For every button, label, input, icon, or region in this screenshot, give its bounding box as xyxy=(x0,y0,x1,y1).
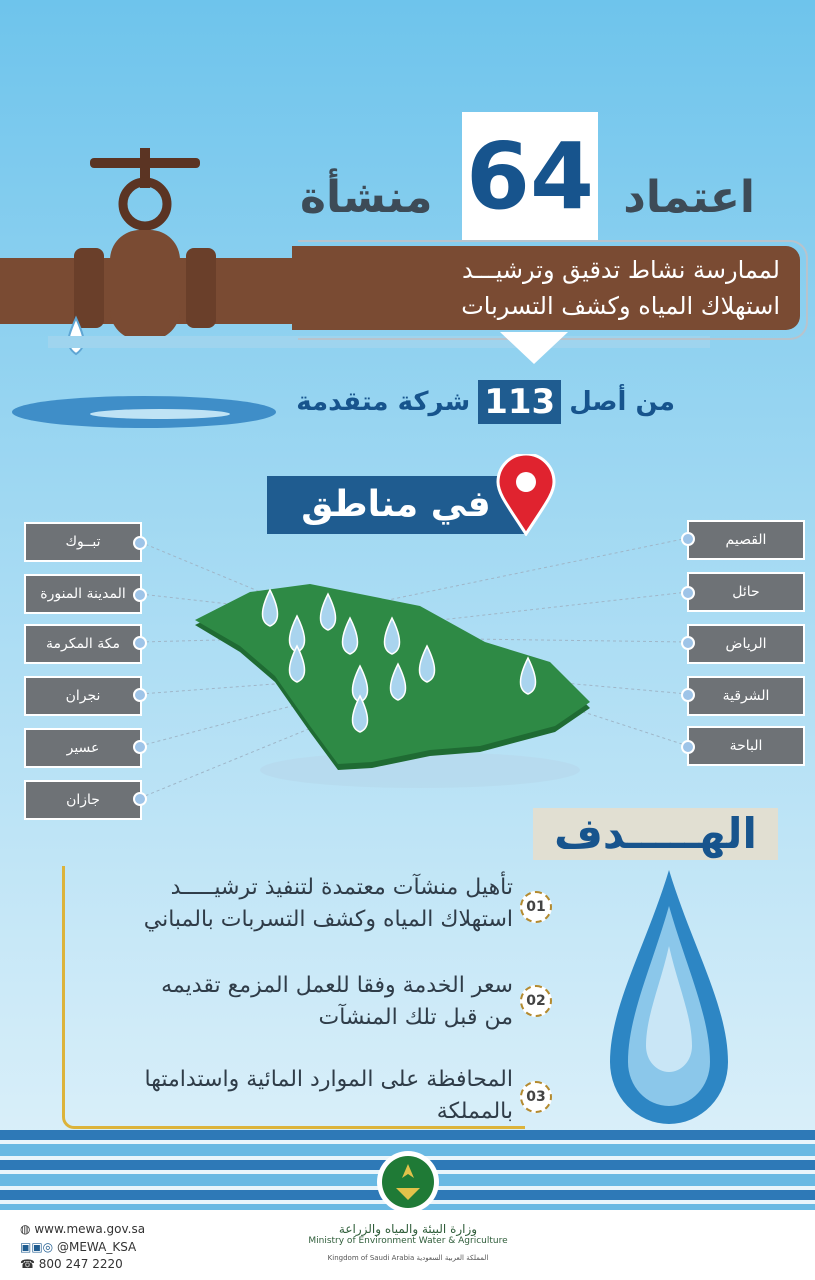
website-link[interactable] xyxy=(20,1222,145,1236)
goal-3-line-2: بالمملكة xyxy=(436,1099,513,1124)
banner-line-2: استهلاك المياه وكشف التسربات xyxy=(461,292,780,320)
kingdom-ar: المملكة العربية السعودية xyxy=(416,1254,489,1262)
stats-suffix: شركة متقدمة xyxy=(296,387,471,417)
connector-dot xyxy=(681,740,695,754)
website-text: www.mewa.gov.sa xyxy=(34,1222,146,1236)
goal-title: الهـــــدف xyxy=(533,808,778,860)
connector-dot xyxy=(133,588,147,602)
saudi-map xyxy=(140,520,700,820)
goal-3-line-1: المحافظة على الموارد المائية واستدامتها xyxy=(144,1067,513,1092)
goal-1-line-2: استهلاك المياه وكشف التسربات بالمباني xyxy=(143,907,513,932)
title-line xyxy=(300,112,755,242)
connector-dot xyxy=(681,636,695,650)
ministry-ar: وزارة البيئة والمياه والزراعة xyxy=(338,1222,478,1236)
region-makkah: مكة المكرمة xyxy=(24,624,142,664)
region-eastern: الشرقية xyxy=(687,676,805,716)
goal-2-line-1: سعر الخدمة وفقا للعمل المزمع تقديمه xyxy=(161,973,513,998)
ministry-emblem-logo xyxy=(376,1148,440,1218)
region-riyadh: الرياض xyxy=(687,624,805,664)
goal-number-3: 03 xyxy=(520,1081,552,1113)
connector-dot xyxy=(681,586,695,600)
facility-count: 64 xyxy=(465,123,595,230)
phone-icon: ☎ xyxy=(20,1257,35,1271)
banner-line-1: لممارسة نشاط تدقيق وترشيـــد xyxy=(462,256,780,284)
region-baha: الباحة xyxy=(687,726,805,766)
applicant-count: 113 xyxy=(478,380,561,424)
water-puddle xyxy=(10,392,278,432)
goal-1-line-1: تأهيل منشآت معتمدة لتنفيذ ترشيـــــد xyxy=(170,875,513,900)
connector-dot xyxy=(133,792,147,806)
connector-dot xyxy=(133,688,147,702)
connector-dot xyxy=(133,740,147,754)
phone-text: 800 247 2220 xyxy=(38,1257,123,1271)
applicants-line xyxy=(296,378,675,426)
stats-prefix: من أصل xyxy=(569,387,675,417)
connector-dot xyxy=(133,536,147,550)
connector-dot xyxy=(681,532,695,546)
globe-icon: ◍ xyxy=(20,1222,31,1236)
water-drop-icon xyxy=(606,866,732,1130)
region-madinah: المدينة المنورة xyxy=(24,574,142,614)
goal-item-3 xyxy=(83,1064,513,1128)
regions-title: في مناطق xyxy=(267,476,525,534)
number-box xyxy=(462,112,598,242)
ministry-en: Ministry of Environment Water & Agriculture xyxy=(308,1236,508,1246)
word-facility: منشأة xyxy=(300,172,433,223)
region-hail: حائل xyxy=(687,572,805,612)
region-najran: نجران xyxy=(24,676,142,716)
phone-number xyxy=(20,1257,123,1271)
region-qassim: القصيم xyxy=(687,520,805,560)
region-jazan: جازان xyxy=(24,780,142,820)
ministry-name xyxy=(290,1222,526,1262)
goal-item-1 xyxy=(83,872,513,936)
goal-2-line-2: من قبل تلك المنشآت xyxy=(318,1005,513,1030)
goal-item-2 xyxy=(83,970,513,1034)
social-icons: ▣▣◎ xyxy=(20,1240,54,1254)
down-arrow-icon xyxy=(500,332,568,364)
social-handle[interactable] xyxy=(20,1240,136,1254)
word-approval: اعتماد xyxy=(623,172,755,223)
goal-number-2: 02 xyxy=(520,985,552,1017)
social-text: @MEWA_KSA xyxy=(56,1240,137,1254)
connector-dot xyxy=(133,636,147,650)
region-tabuk: تبــوك xyxy=(24,522,142,562)
region-asir: عسير xyxy=(24,728,142,768)
activity-banner xyxy=(292,246,800,330)
connector-dot xyxy=(681,688,695,702)
goal-number-1: 01 xyxy=(520,891,552,923)
kingdom-en: Kingdom of Saudi Arabia xyxy=(327,1254,415,1262)
